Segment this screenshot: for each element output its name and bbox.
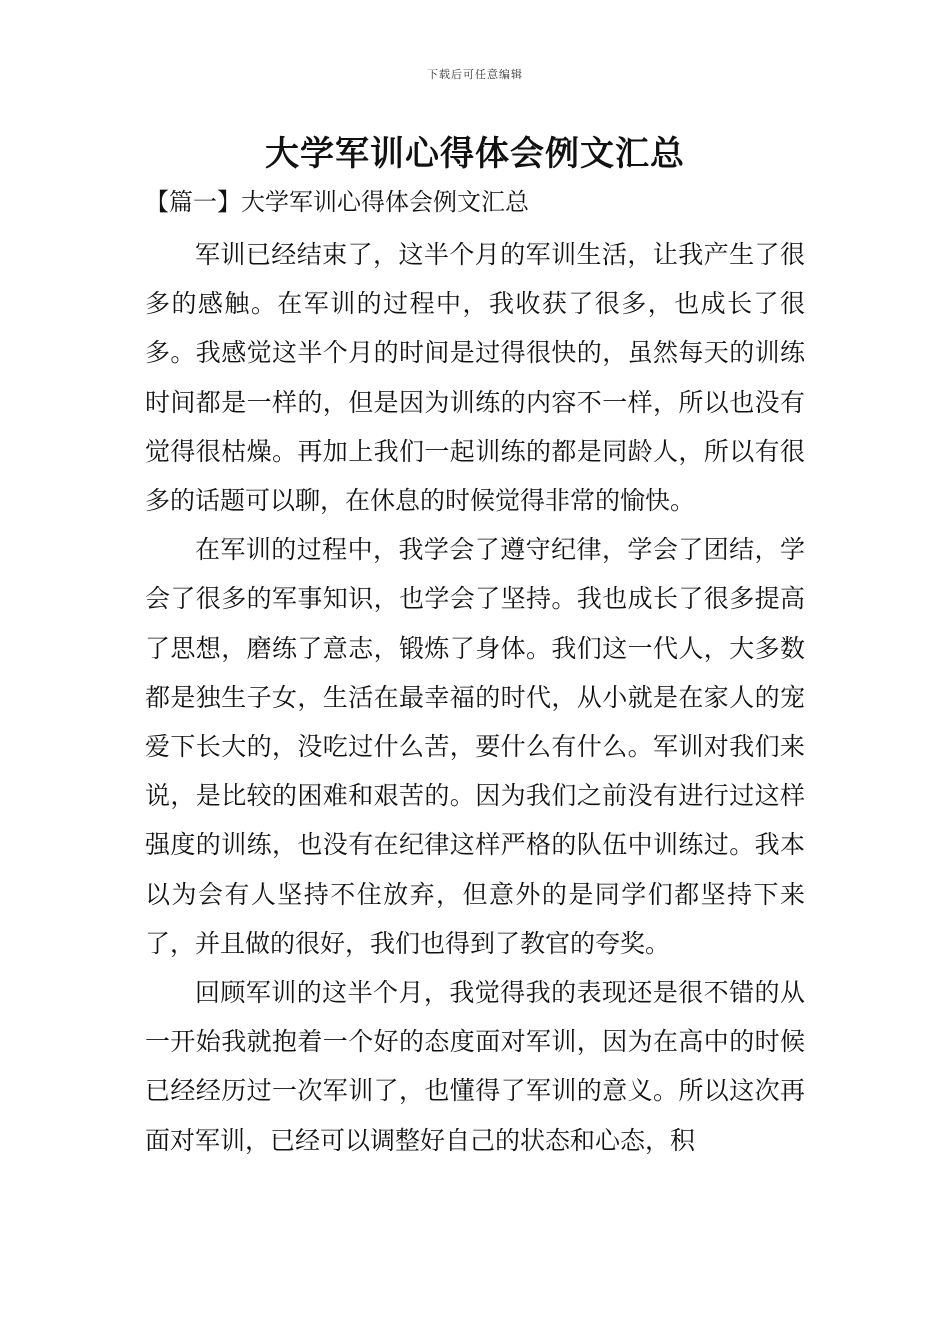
paragraph-3: 回顾军训的这半个月，我觉得我的表现还是很不错的从一开始我就抱着一个好的态度面对军训，因为在高中的时候已经经历过一次军训了，也懂得了军训的意义。所以这次再面对军训，已经可以调整好自己的状态和心态，积 — [145, 978, 805, 1155]
document-title: 大学军训心得体会例文汇总 — [265, 134, 685, 174]
header-note: 下载后可任意编辑 — [427, 68, 523, 81]
paragraph-2: 在军训的过程中，我学会了遵守纪律，学会了团结，学会了很多的军事知识，也学会了坚持。我也成长了很多提高了思想，磨练了意志，锻炼了身体。我们这一代人，大多数都是独生子女，生活在最幸福的时代，从小就是在家人的宠爱下长大的，没吃过什么苦，要什么有什么。军训对我们来说，是比较的困难和艰苦的。因为我们之前没有进行过这样强度的训练，也没有在纪律这样严格的队伍中训练过。我本以为会有人坚持不住放弃，但意外的是同学们都坚持下来了，并且做的很好，我们也得到了教官的夸奖。 — [145, 535, 805, 958]
body-text — [145, 230, 805, 1165]
section-heading: 【篇一】大学军训心得体会例文汇总 — [145, 188, 529, 216]
paragraph-1: 军训已经结束了，这半个月的军训生活，让我产生了很多的感触。在军训的过程中，我收获了很多，也成长了很多。我感觉这半个月的时间是过得很快的，虽然每天的训练时间都是一样的，但是因为训练的内容不一样，所以也没有觉得很枯燥。再加上我们一起训练的都是同龄人，所以有很多的话题可以聊，在休息的时候觉得非常的愉快。 — [145, 240, 805, 516]
